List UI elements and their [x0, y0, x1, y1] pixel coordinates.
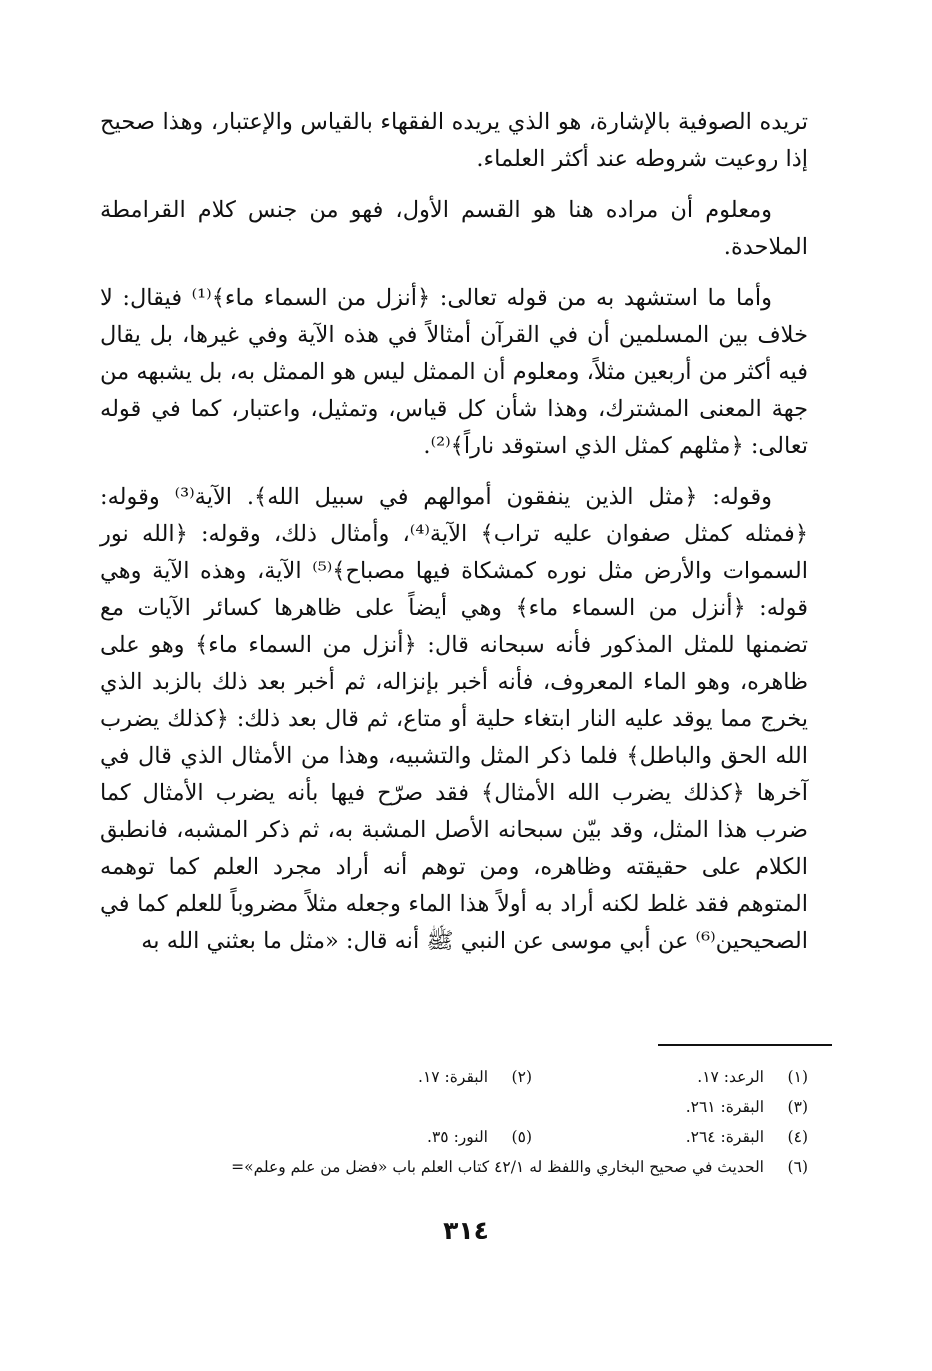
- footnote-number: (٦): [787, 1158, 808, 1176]
- footnote-row: [100, 1122, 808, 1152]
- footnote-text: البقرة: ٢٦١.: [685, 1098, 764, 1116]
- footnote-row: [100, 1092, 808, 1122]
- footnote-number: (٥): [511, 1128, 532, 1146]
- footnote-row: [100, 1152, 808, 1182]
- main-text: [100, 104, 808, 960]
- footnote-row: [100, 1062, 808, 1092]
- paragraph-4: وقوله: ﴿مثل الذين ينفقون أموالهم في سبيل الله﴾. الآية⁽³⁾ وقوله: ﴿فمثله كمثل صفوان عليه تراب﴾ الآية⁽⁴⁾، وأمثال ذلك، وقوله: ﴿الله نور السموات والأرض مثل نوره كمشكاة فيها مصباح﴾⁽⁵⁾ الآية، وهذه الآية وهي قوله: ﴿أنزل من السماء ماء﴾ وهي أيضاً على ظاهرها كسائر الآيات مع تضمنها للمثل المذكور فأنه سبحانه قال: ﴿أنزل من السماء ماء﴾ وهو على ظاهره، وهو الماء المعروف، فأنه أخبر بإنزاله، ثم أخبر بعد ذلك بالزبد الذي يخرج مما يوقد عليه النار ابتغاء حلية أو متاع، ثم قال بعد ذلك: ﴿كذلك يضرب الله الحق والباطل﴾ فلما ذكر المثل والتشبيه، وهذا من الأمثال الذي قال في آخرها ﴿كذلك يضرب الله الأمثال﴾ فقد صرّح فيها بأنه يضرب الأمثال كما ضرب هذا المثل، وقد بيّن سبحانه الأصل المشبة به، ثم ذكر المشبه، فانطبق الكلام على حقيقته وظاهره، ومن توهم أنه أراد مجرد العلم كما توهمه المتوهم فقد غلط لكنه أراد به أولاً هذا الماء وجعله مثلاً مضروباً للعلم كما في الصحيحين⁽⁶⁾ عن أبي موسى عن النبي ﷺ أنه قال: «مثل ما بعثني الله به: [100, 484, 808, 954]
- page-number: ٣١٤: [443, 1216, 489, 1245]
- paragraph-2: ومعلوم أن مراده هنا هو القسم الأول، فهو من جنس كلام القرامطة الملاحدة.: [100, 197, 808, 260]
- footnote-text: البقرة: ١٧.: [418, 1068, 488, 1086]
- footnote-number: (٢): [511, 1068, 532, 1086]
- footnote-text: الرعد: ١٧.: [697, 1068, 764, 1086]
- footnotes: [100, 1062, 808, 1182]
- paragraph-3: وأما ما استشهد به من قوله تعالى: ﴿أنزل من السماء ماء﴾⁽¹⁾ فيقال: لا خلاف بين المسلمين أن في القرآن أمثالاً في هذه الآية وفي غيرها، بل يقال فيه أكثر من أربعين مثلاً، ومعلوم أن الممثل ليس هو الممثل به، بل يشبهه من جهة المعنى المشترك، وهذا شأن كل قياس، وتمثيل، واعتبار، كما في قوله تعالى: ﴿مثلهم كمثل الذي استوقد ناراً﴾⁽²⁾.: [100, 285, 808, 459]
- footnote-separator: [658, 1044, 832, 1046]
- footnote-number: (٣): [787, 1098, 808, 1116]
- footnote-text: البقرة: ٢٦٤.: [685, 1128, 764, 1146]
- paragraph-1: تريده الصوفية بالإشارة، هو الذي يريده الفقهاء بالقياس والإعتبار، وهذا صحيح إذا روعيت شروطه عند أكثر العلماء.: [100, 109, 808, 172]
- footnote-text: النور: ٣٥.: [427, 1128, 488, 1146]
- footnote-text: الحديث في صحيح البخاري واللفظ له ٤٢/١ كتاب العلم باب «فضل من علم وعلم»=: [231, 1158, 764, 1176]
- footnote-number: (٤): [787, 1128, 808, 1146]
- page-body: [100, 104, 808, 974]
- footnote-number: (١): [787, 1068, 808, 1086]
